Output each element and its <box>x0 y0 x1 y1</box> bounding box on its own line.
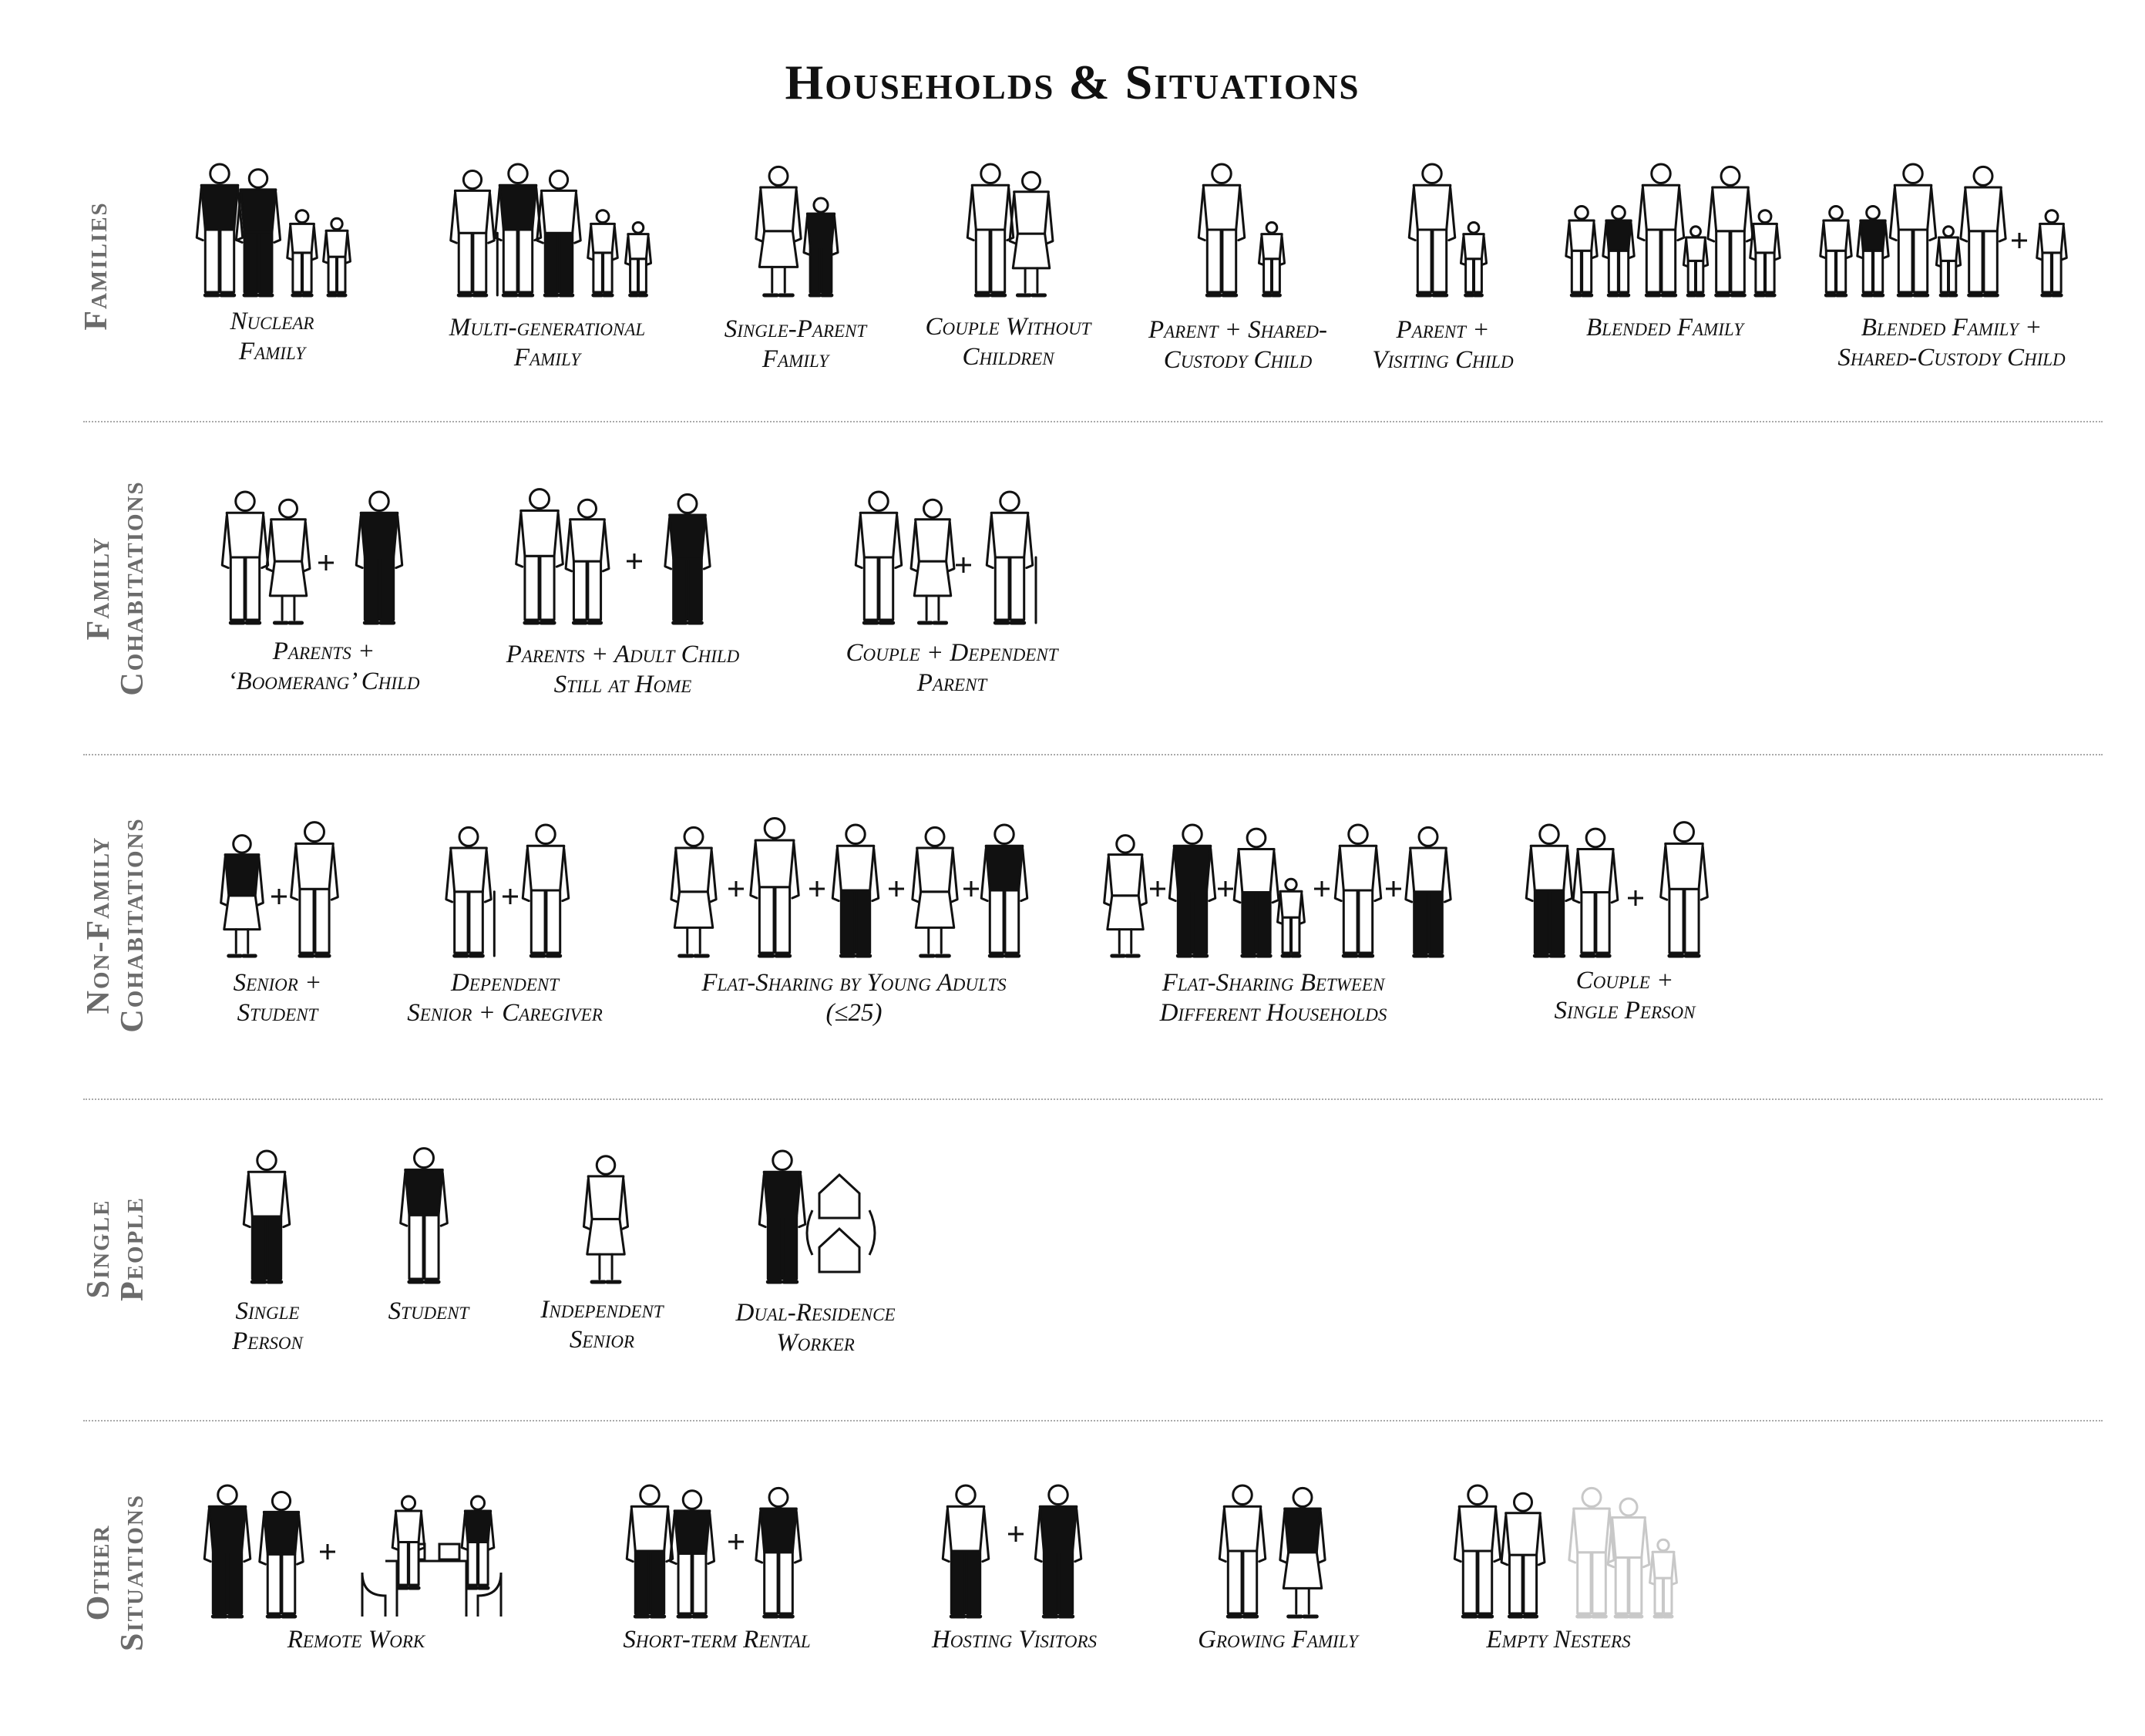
caption-independent-senior: Independent Senior <box>540 1296 664 1354</box>
person-figure <box>943 1485 989 1617</box>
person-figure <box>911 500 954 623</box>
person-figure <box>1280 1488 1325 1617</box>
person-figure <box>287 210 318 295</box>
person-figure <box>537 171 581 296</box>
person-figure <box>804 198 838 295</box>
section-label-other-situations: Other Situations <box>80 1494 150 1651</box>
person-figure <box>1573 829 1618 956</box>
person-figure <box>324 218 351 295</box>
person-figure <box>197 164 243 295</box>
person-figure <box>1683 227 1707 295</box>
person-figure <box>267 500 310 623</box>
person-figure <box>671 827 716 956</box>
person-figure <box>1661 823 1708 956</box>
person-figure <box>204 1485 250 1617</box>
caption-couple-without-children: Couple Without Children <box>925 313 1091 371</box>
person-figure <box>523 825 569 956</box>
caption-empty-nesters: Empty Nesters <box>1486 1626 1631 1654</box>
house-icon <box>819 1175 859 1218</box>
section-label-single-people: Single People <box>80 1196 150 1301</box>
person-figure <box>1234 829 1279 956</box>
person-figure <box>759 1151 805 1282</box>
caption-multi-generational-family: Multi-generational Family <box>449 314 646 372</box>
person-figure <box>665 494 710 623</box>
section-label-families: Families <box>78 201 114 331</box>
person-figure <box>1708 167 1753 295</box>
plus-icon <box>1218 881 1233 897</box>
person-figure <box>588 210 618 295</box>
person-figure <box>856 492 902 623</box>
person-figure <box>751 819 798 957</box>
person-figure <box>1259 223 1284 296</box>
person-figure <box>1461 223 1486 296</box>
person-figure <box>2037 210 2067 295</box>
plus-icon <box>963 881 979 897</box>
plus-icon <box>1314 881 1330 897</box>
person-figure <box>1603 207 1634 296</box>
plus-icon <box>1008 1526 1024 1542</box>
caption-single-person: Single Person <box>232 1297 303 1355</box>
person-figure <box>356 492 402 623</box>
person-figure <box>627 1485 673 1617</box>
person-figure <box>583 1156 627 1282</box>
swap-arrow-icon <box>869 1210 875 1255</box>
caption-nuclear-family: Nuclear Family <box>230 308 314 365</box>
person-figure <box>1526 825 1572 956</box>
caption-parent-shared-custody-child: Parent + Shared- Custody Child <box>1148 316 1328 374</box>
person-figure <box>1501 1493 1545 1617</box>
person-figure <box>291 823 338 956</box>
plus-icon <box>728 881 744 897</box>
plus-icon <box>1150 881 1165 897</box>
person-figure <box>1858 207 1888 296</box>
page-title: Households & Situations <box>785 55 1360 109</box>
person-figure <box>756 167 801 295</box>
person-figure <box>1750 210 1780 295</box>
caption-dual-residence-worker: Dual-Residence Worker <box>735 1299 896 1357</box>
person-figure <box>1219 1485 1266 1617</box>
caption-single-parent-family: Single-Parent Family <box>724 315 867 373</box>
person-figure <box>392 1496 425 1588</box>
person-figure <box>1409 164 1455 295</box>
plus-icon <box>320 1544 335 1559</box>
person-figure <box>1650 1539 1677 1617</box>
person-figure <box>670 1491 714 1617</box>
plus-icon <box>889 881 904 897</box>
person-figure <box>1104 836 1147 956</box>
caption-parents-adult-child-at-home: Parents + Adult Child Still at Home <box>506 641 740 698</box>
caption-hosting-visitors: Hosting Visitors <box>931 1626 1098 1654</box>
person-figure <box>221 836 264 956</box>
caption-dependent-senior-caregiver: Dependent Senior + Caregiver <box>407 969 603 1027</box>
person-figure <box>1035 1485 1081 1617</box>
caption-growing-family: Growing Family <box>1198 1626 1358 1654</box>
person-figure <box>1010 172 1053 295</box>
person-figure <box>495 164 541 295</box>
plus-icon <box>503 889 518 904</box>
caption-flat-sharing-households: Flat-Sharing Between Different Households <box>1159 969 1387 1027</box>
person-figure <box>987 492 1036 623</box>
person-figure <box>1454 1485 1501 1617</box>
plus-icon <box>318 555 334 570</box>
caption-student: Student <box>388 1297 469 1325</box>
person-figure <box>1821 207 1851 296</box>
person-figure <box>1890 164 1936 295</box>
person-figure <box>222 492 268 623</box>
person-figure <box>260 1492 304 1617</box>
plus-icon <box>1386 881 1401 897</box>
caption-flat-sharing-young-adults: Flat-Sharing by Young Adults (≤25) <box>701 969 1007 1027</box>
person-figure <box>516 490 563 623</box>
caption-parents-boomerang-child: Parents + ‘Boomerang’ Child <box>227 638 420 695</box>
plus-icon <box>809 881 825 897</box>
section-label-family-cohabitations: Family Cohabitations <box>80 480 150 696</box>
person-figure <box>625 223 651 296</box>
person-figure <box>756 1488 801 1617</box>
caption-short-term-rental: Short-term Rental <box>623 1626 811 1654</box>
person-figure <box>1169 825 1215 956</box>
house-icon <box>819 1229 859 1272</box>
swap-arrow-icon <box>807 1210 812 1255</box>
plus-icon <box>627 553 642 569</box>
person-figure <box>967 164 1014 295</box>
caption-senior-student: Senior + Student <box>233 969 322 1027</box>
person-figure <box>401 1149 448 1282</box>
person-figure <box>832 825 879 956</box>
person-figure <box>462 1496 494 1588</box>
plus-icon <box>956 557 971 573</box>
person-figure <box>1566 207 1597 296</box>
caption-blended-family: Blended Family <box>1585 314 1744 341</box>
caption-couple-single-person: Couple + Single Person <box>1554 967 1696 1024</box>
person-figure <box>1278 879 1305 956</box>
person-figure <box>451 171 498 296</box>
person-figure <box>1936 227 1960 295</box>
person-figure <box>981 825 1027 956</box>
person-figure <box>913 827 957 956</box>
caption-couple-dependent-parent: Couple + Dependent Parent <box>846 639 1058 697</box>
plus-icon <box>271 889 287 904</box>
person-figure <box>566 500 609 623</box>
caption-remote-work: Remote Work <box>287 1626 425 1654</box>
plus-icon <box>1628 890 1643 906</box>
person-figure <box>1335 825 1381 956</box>
person-figure <box>1406 827 1451 956</box>
caption-blended-family-shared-custody: Blended Family + Shared-Custody Child <box>1837 314 2066 372</box>
section-label-non-family-cohabitations: Non-Family Cohabitations <box>80 817 150 1033</box>
person-figure <box>446 827 494 956</box>
plus-icon <box>728 1534 744 1549</box>
person-figure <box>1569 1488 1614 1617</box>
person-figure <box>1961 167 2005 295</box>
caption-parent-visiting-child: Parent + Visiting Child <box>1372 316 1514 374</box>
person-figure <box>1199 164 1245 295</box>
person-figure <box>1638 164 1684 295</box>
plus-icon <box>2012 233 2027 248</box>
person-figure <box>244 1151 290 1282</box>
